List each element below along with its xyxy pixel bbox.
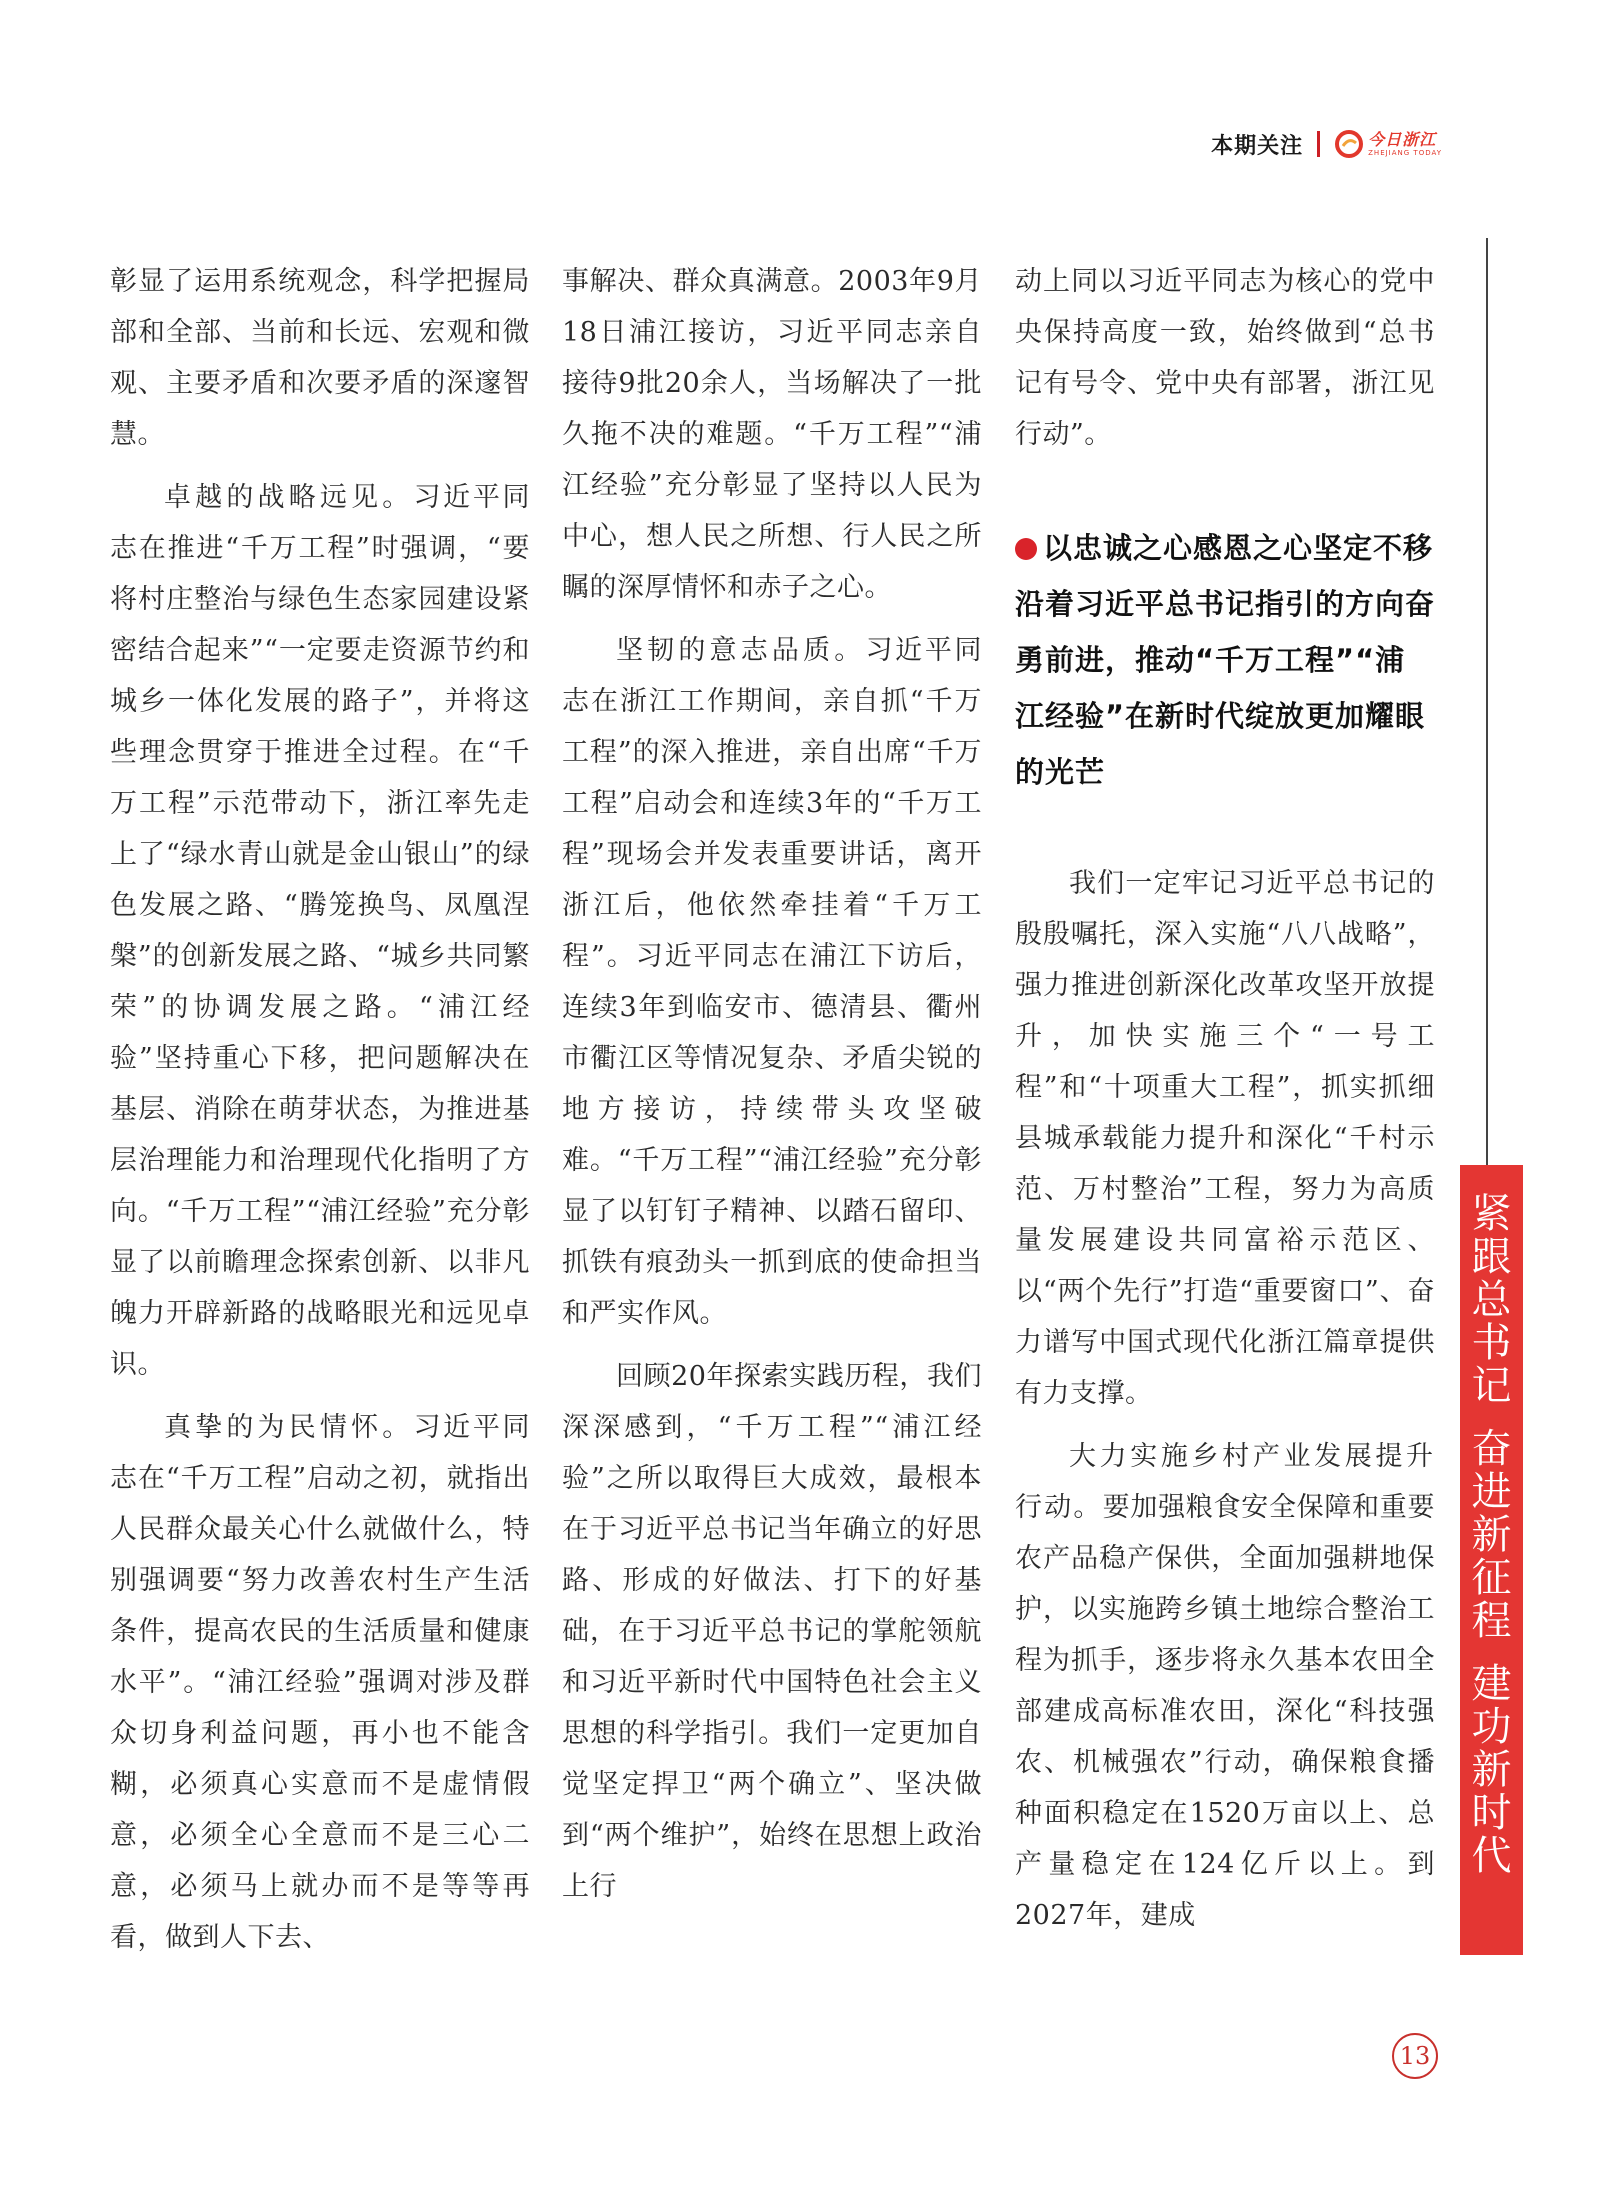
paragraph-body: 志在“千万工程”启动之初，就指出人民群众最关心什么就做什么，特别强调要“努力改善农村生产生活条件，提高农民的生活质量和健康水平”。“浦江经验”强调对涉及群众切身利益问题，再小也不能含糊，必须真心实意而不是虚情假意，必须全心全意而不是三心二意，必须马上就办而不是等等再看，做到人下去、 xyxy=(110,1463,530,1953)
paragraph xyxy=(110,1402,530,1963)
paragraph: 动上同以习近平同志为核心的党中央保持高度一致，始终做到“总书记有号令、党中央有部署，浙江见行动”。 xyxy=(1015,266,1435,450)
banner-char: 进 xyxy=(1471,1469,1512,1515)
magazine-logo xyxy=(1334,129,1442,159)
banner-char: 建 xyxy=(1471,1661,1512,1707)
logo-subtext: ZHEJIANG TODAY xyxy=(1368,148,1442,157)
banner-char: 跟 xyxy=(1471,1234,1512,1280)
banner-char: 代 xyxy=(1471,1833,1512,1879)
banner-char: 时 xyxy=(1471,1790,1512,1836)
section-heading-text: 以忠诚之心感恩之心坚定不移沿着习近平总书记指引的方向奋勇前进，推动“千万工程”“浦江经验”在新时代绽放更加耀眼的光芒 xyxy=(1015,531,1435,789)
section-heading xyxy=(1015,520,1435,800)
paragraph-keyword: 大力实施乡村产业发展提升行动。 xyxy=(1015,1441,1435,1523)
paragraph-body: 志在浙江工作期间，亲自抓“千万工程”的深入推进，亲自出席“千万工程”启动会和连续3年的“千万工程”现场会并发表重要讲话，离开浙江后，他依然牵挂着“千万工程”。习近平同志在浦江下访后，连续3年到临安市、德清县、衢州市衢江区等情况复杂、矛盾尖锐的地方接访，持续带头攻坚破难。“千万工程”“浦江经验”充分彰显了以钉钉子精神、以踏石留印、抓铁有痕劲头一抓到底的使命担当和严实作风。 xyxy=(562,686,982,1329)
banner-char: 书 xyxy=(1471,1320,1512,1366)
section-label: 本期关注 xyxy=(1211,133,1304,159)
paragraph xyxy=(562,625,982,1339)
paragraph-keyword: 真挚的为民情怀。 xyxy=(164,1412,414,1443)
paragraph-body: “要将村庄整治与绿色生态家园建设紧密结合起来”“一定要走资源节约和城乡一体化发展的路子”，并将这些理念贯穿于推进全过程。在“千万工程”示范带动下，浙江率先走上了“绿水青山就是金山银山”的绿色发展之路、“腾笼换鸟、凤凰涅槃”的创新发展之路、“城乡共同繁荣”的协调发展之路。“浦江经验”坚持重心下移，把问题解决在基层、消除在萌芽状态，为推进基层治理能力和治理现代化指明了方向。“千万工程”“浦江经验”充分彰显了以前瞻理念探索创新、以非凡魄力开辟新路的战略眼光和远见卓识。 xyxy=(110,533,530,1380)
header-divider xyxy=(1317,131,1320,157)
banner-text xyxy=(1472,1165,1512,1878)
paragraph: 事解决、群众真满意。2003年9月18日浦江接访，习近平同志亲自接待9批20余人，当场解决了一批久拖不决的难题。“千万工程”“浦江经验”充分彰显了坚持以人民为中心，想人民之所想、行人民之所瞩的深厚情怀和赤子之心。 xyxy=(562,266,982,603)
logo-text: 今日浙江 xyxy=(1368,129,1437,149)
banner-char: 奋 xyxy=(1471,1426,1512,1472)
paragraph: 彰显了运用系统观念，科学把握局部和全部、当前和长远、宏观和微观、主要矛盾和次要矛盾的深邃智慧。 xyxy=(110,266,530,450)
banner-char: 记 xyxy=(1471,1363,1512,1409)
paragraph xyxy=(1015,1431,1435,1941)
paragraph-keyword: 坚韧的意志品质。 xyxy=(616,635,866,666)
text-column-2 xyxy=(562,256,982,1976)
text-column-3 xyxy=(1015,256,1435,1976)
paragraph-body: 要加强粮食安全保障和重要农产品稳产保供，全面加强耕地保护，以实施跨乡镇土地综合整治工程为抓手，逐步将永久基本农田全部建成高标准农田，深化“科技强农、机械强农”行动，确保粮食播种面积稳定在1520万亩以上、总产量稳定在124亿斤以上。到2027年，建成 xyxy=(1015,1492,1435,1931)
vertical-rule xyxy=(1486,238,1488,1193)
paragraph-lead: 习近平同 xyxy=(865,635,982,666)
text-column-1 xyxy=(110,256,530,1976)
paragraph: 我们一定牢记习近平总书记的殷殷嘱托，深入实施“八八战略”，强力推进创新深化改革攻坚开放提升，加快实施三个“一号工程”和“十项重大工程”，抓实抓细县城承载能力提升和深化“千村示范、万村整治”工程，努力为高质量发展建设共同富裕示范区、以“两个先行”打造“重要窗口”、奋力谱写中国式现代化浙江篇章提供有力支撑。 xyxy=(1015,868,1435,1409)
banner-char: 征 xyxy=(1471,1555,1512,1601)
logo-icon xyxy=(1334,129,1364,159)
banner-char: 总 xyxy=(1471,1277,1512,1323)
banner-char: 新 xyxy=(1471,1747,1512,1793)
banner-gap xyxy=(1485,1408,1498,1428)
paragraph: 回顾20年探索实践历程，我们深深感到，“千万工程”“浦江经验”之所以取得巨大成效，最根本在于习近平总书记当年确立的好思路、形成的好做法、打下的好基础，在于习近平总书记的掌舵领航和习近平新时代中国特色社会主义思想的科学指引。我们一定更加自觉坚定捍卫“两个确立”、坚决做到“两个维护”，始终在思想上政治上行 xyxy=(562,1361,982,1902)
page-number: 13 xyxy=(1392,2033,1438,2079)
side-banner xyxy=(1460,1165,1523,1955)
banner-gap xyxy=(1485,1643,1498,1663)
banner-char: 程 xyxy=(1471,1598,1512,1644)
banner-char: 功 xyxy=(1471,1704,1512,1750)
paragraph xyxy=(110,472,530,1390)
banner-char: 紧 xyxy=(1471,1191,1512,1237)
paragraph-lead: 习近平同志在推进“千万工程”时强调， xyxy=(110,482,530,564)
page-header xyxy=(1211,124,1442,164)
bullet-dot-icon xyxy=(1015,538,1037,560)
banner-char: 新 xyxy=(1471,1512,1512,1558)
paragraph-keyword: 卓越的战略远见。 xyxy=(164,482,414,513)
paragraph-lead: 习近平同 xyxy=(413,1412,530,1443)
